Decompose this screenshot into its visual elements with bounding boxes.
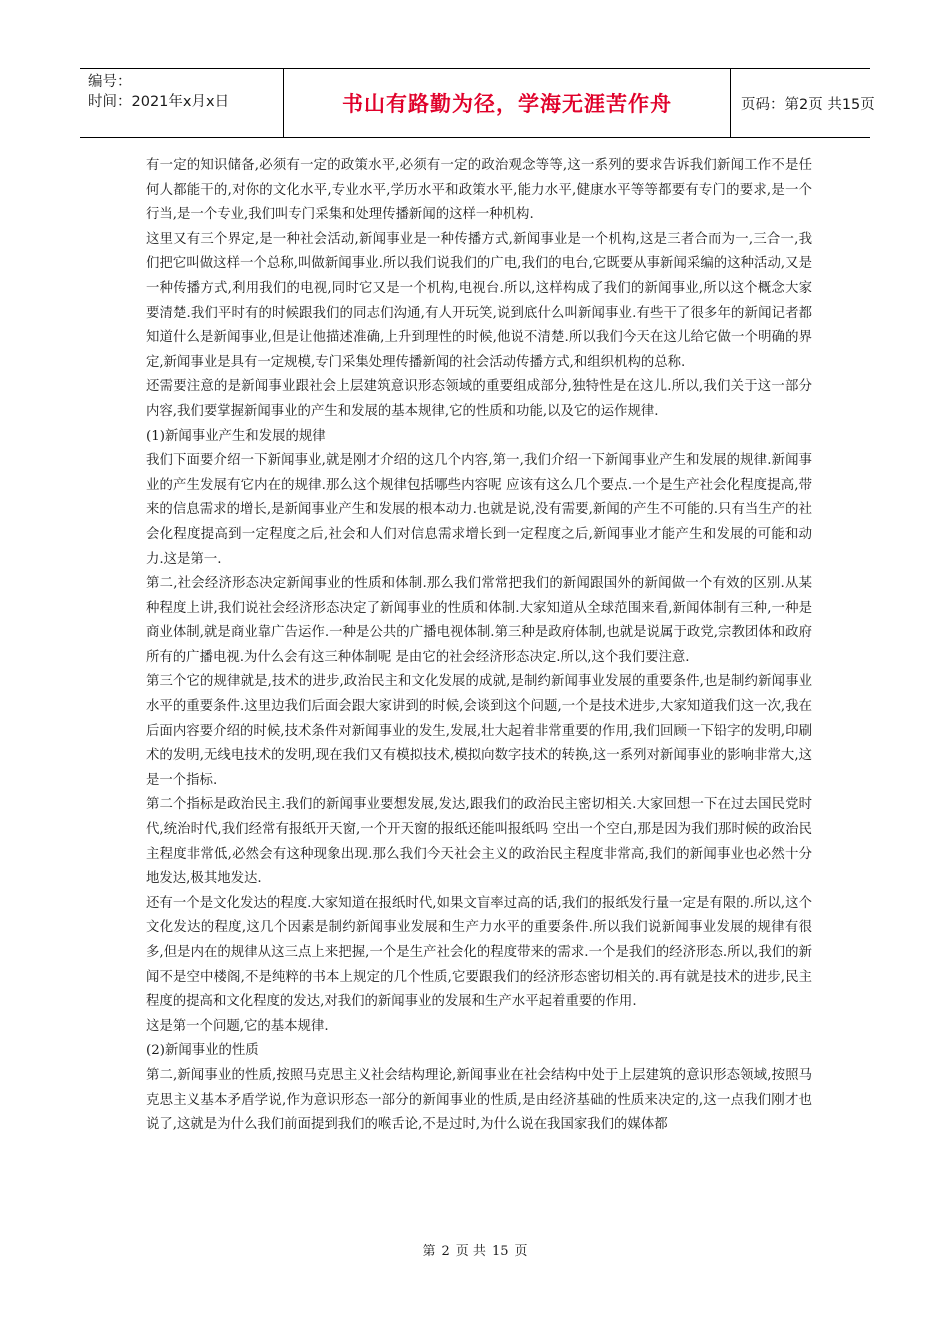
- paragraph: 这是第一个问题,它的基本规律.: [146, 1018, 329, 1034]
- header-meta: [80, 69, 284, 137]
- footer-prefix: 第: [422, 1244, 436, 1259]
- paragraph: 还有一个是文化发达的程度.大家知道在报纸时代,如果文盲率过高的话,我们的报纸发行量一定是有限的.所以,这个文化发达的程度,这几个因素是制约新闻事业发展和生产力水平的重要条件.所以我们说新闻事业发展的规律有很多,但是内在的规律从这三点上来把握,一个是生产社会化的程度带来的需求.一个是我们的经济形态.所以,我们的新闻不是空中楼阁,不是纯粹的书本上规定的几个性质,它要跟我们的经济形态密切相关的.再有就是技术的进步,民主程度的提高和文化程度的发达,对我们的新闻事业的发展和生产水平起着重要的作用.: [146, 895, 812, 1010]
- document-number-label: 编号：: [88, 74, 132, 90]
- paragraph: 第二个指标是政治民主.我们的新闻事业要想发展,发达,跟我们的政治民主密切相关.大家回想一下在过去国民党时代,统治时代,我们经常有报纸开天窗,一个开天窗的报纸还能叫报纸吗 空出一个空白,那是因为我们那时候的政治民主程度非常低,必然会有这种现象出现.那么我们今天社会主义的政治民主程度非常高,我们的新闻事业也必然十分地发达,极其地发达.: [146, 797, 812, 887]
- footer-middle: 页 共: [455, 1244, 486, 1259]
- header-motto: 书山有路勤为径，学海无涯苦作舟: [284, 69, 731, 137]
- document-date: 时间：2021年x月x日: [88, 94, 230, 110]
- paragraph: 我们下面要介绍一下新闻事业,就是刚才介绍的这几个内容,第一,我们介绍一下新闻事业产生和发展的规律.新闻事业的产生发展有它内在的规律.那么这个规律包括哪些内容呢 应该有这么几个要点.一个是生产社会化程度提高,带来的信息需求的增长,是新闻事业产生和发展的根本动力.也就是说,没有需要,新闻的产生不可能的.只有当生产的社会化程度提高到一定程度之后,社会和人们对信息需求增长到一定程度之后,新闻事业才能产生和发展的可能和动力.这是第一.: [146, 453, 812, 567]
- footer-page-number: 2: [441, 1244, 450, 1259]
- paragraph: 第二,社会经济形态决定新闻事业的性质和体制.那么我们常常把我们的新闻跟国外的新闻做一个有效的区别.从某种程度上讲,我们说社会经济形态决定了新闻事业的性质和体制.大家知道从全球范围来看,新闻体制有三种,一种是商业体制,就是商业靠广告运作.一种是公共的广播电视体制.第三种是政府体制,也就是说属于政党,宗教团体和政府所有的广播电视.为什么会有这三种体制呢 是由它的社会经济形态决定.所以,这个我们要注意.: [146, 576, 812, 665]
- paragraph: 还需要注意的是新闻事业跟社会上层建筑意识形态领域的重要组成部分,独特性是在这儿.所以,我们关于这一部分内容,我们要掌握新闻事业的产生和发展的基本规律,它的性质和功能,以及它的运作规律.: [146, 379, 812, 419]
- page-header: [80, 68, 875, 138]
- paragraph: 第三个它的规律就是,技术的进步,政治民主和文化发展的成就,是制约新闻事业发展的重要条件,也是制约新闻事业水平的重要条件.这里边我们后面会跟大家讲到的时候,会谈到这个问题,一个是技术进步,大家知道我们这一次,我在后面内容要介绍的时候,技术条件对新闻事业的发生,发展,壮大起着非常重要的作用,我们回顾一下铅字的发明,印刷术的发明,无线电技术的发明,现在我们又有模拟技术,模拟向数字技术的转换,这一系列对新闻事业的影响非常大,这是一个指标.: [146, 674, 812, 788]
- document-body: [146, 154, 812, 1138]
- section-heading: (2)新闻事业的性质: [146, 1043, 259, 1059]
- paragraph: 这里又有三个界定,是一种社会活动,新闻事业是一种传播方式,新闻事业是一个机构,这是三者合而为一,三合一,我们把它叫做这样一个总称,叫做新闻事业.所以我们说我们的广电,我们的电台,它既要从事新闻采编的这种活动,又是一种传播方式,利用我们的电视,同时它又是一个机构,电视台.所以,这样构成了我们的新闻事业,所以这个概念大家要清楚.我们平时有的时候跟我们的同志们沟通,有人开玩笑,说到底什么叫新闻事业.有些干了很多年的新闻记者都知道什么是新闻事业,但是让他描述准确,上升到理性的时候,他说不清楚.所以我们今天在这儿给它做一个明确的界定,新闻事业是具有一定规模,专门采集处理传播新闻的社会活动传播方式,和组织机构的总称.: [146, 231, 812, 370]
- paragraph: 第二,新闻事业的性质,按照马克思主义社会结构理论,新闻事业在社会结构中处于上层建筑的意识形态领域,按照马克思主义基本矛盾学说,作为意识形态一部分的新闻事业的性质,是由经济基础的性质来决定的,这一点我们刚才也说了,这就是为什么我们前面提到我们的喉舌论,不是过时,为什么说在我国家我们的媒体都: [146, 1067, 812, 1133]
- paragraph: 有一定的知识储备,必须有一定的政策水平,必须有一定的政治观念等等,这一系列的要求告诉我们新闻工作不是任何人都能干的,对你的文化水平,专业水平,学历水平和政策水平,能力水平,健康水平等等都要有专门的要求,是一个行当,是一个专业,我们叫专门采集和处理传播新闻的这样一种机构.: [146, 158, 812, 223]
- footer-suffix: 页: [514, 1244, 528, 1259]
- header-page-info: 页码：第2页 共15页: [741, 96, 875, 113]
- section-heading: (1)新闻事业产生和发展的规律: [146, 428, 326, 444]
- footer-total-pages: 15: [491, 1244, 509, 1259]
- page-footer: [0, 1240, 950, 1259]
